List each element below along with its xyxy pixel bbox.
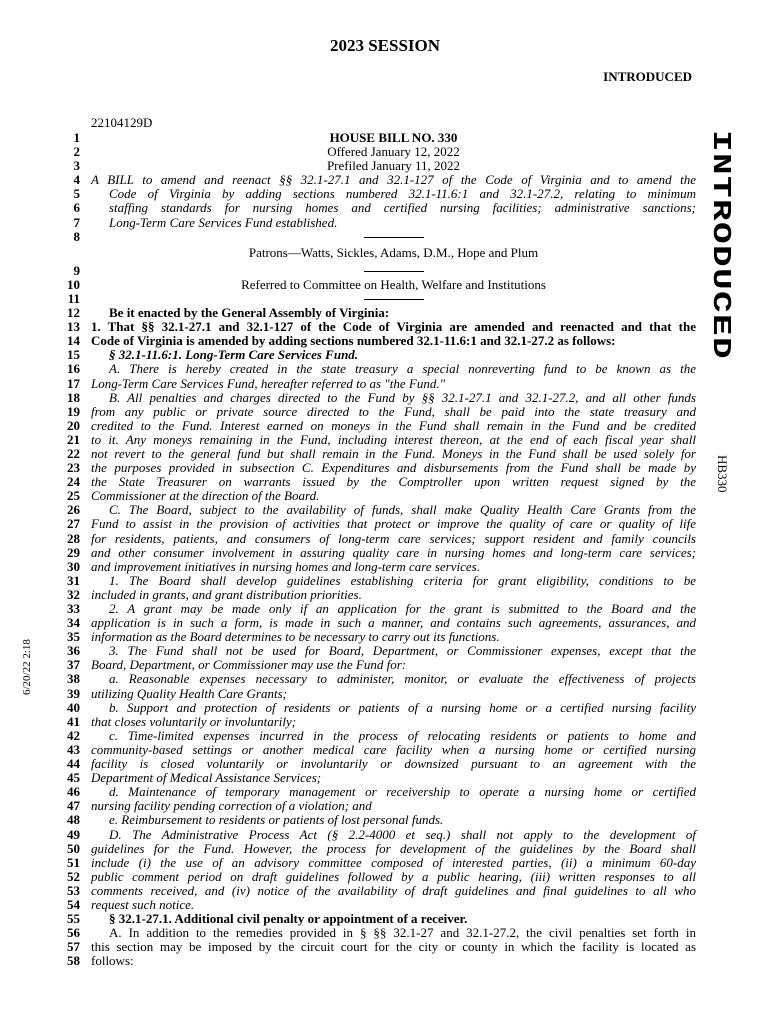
- line-number: 6: [73, 200, 80, 216]
- line-number: 51: [67, 854, 80, 870]
- line-58: [56, 954, 696, 968]
- line-56: [56, 926, 696, 940]
- line-number: 29: [67, 544, 80, 560]
- body-line: that closes voluntarily or involuntarily;: [91, 713, 297, 729]
- line-46: [56, 785, 696, 799]
- bill-title: HOUSE BILL NO. 330: [329, 130, 458, 145]
- body-line: this section may be imposed by the circuit court for the city or county in which the facility is located as: [91, 939, 696, 955]
- body-line: Department of Medical Assistance Services;: [91, 770, 322, 786]
- line-number: 14: [67, 333, 80, 349]
- body-line: guidelines for the Fund. However, the process for development of the guidelines by the Board shall: [91, 840, 696, 856]
- body-line: C. The Board, subject to the availability of funds, shall make Quality Health Care Grants from the: [109, 502, 696, 518]
- line-number: 25: [67, 488, 80, 504]
- body-line: utilizing Quality Health Care Grants;: [91, 685, 287, 701]
- body-line: b. Support and protection of residents or patients of a nursing home or a certified nursing facility: [109, 699, 696, 715]
- body-line: request such notice.: [91, 896, 195, 912]
- line-52: [56, 870, 696, 884]
- line-5: [56, 187, 696, 201]
- line-40: [56, 701, 696, 715]
- line-37: [56, 658, 696, 672]
- line-6: [56, 201, 696, 215]
- body-line: a. Reasonable expenses necessary to administer, monitor, or evaluate the effectiveness of projects: [109, 671, 696, 687]
- line-35: [56, 630, 696, 644]
- line-23: [56, 461, 696, 475]
- line-55: [56, 912, 696, 926]
- body-line: Fund to assist in the provision of activities that protect or improve the quality of care or quality of life: [91, 516, 696, 532]
- body-line: D. The Administrative Process Act (§ 2.2-4000 et seq.) shall not apply to the development of: [109, 826, 696, 842]
- line-number: 57: [67, 939, 80, 955]
- line-number: 48: [67, 812, 80, 828]
- body-line: e. Reimbursement to residents or patients of lost personal funds.: [109, 812, 444, 828]
- line-4: [56, 173, 696, 187]
- body-line: 1. That §§ 32.1-27.1 and 32.1-127 of the Code of Virginia are amended and reenacted and that the: [91, 319, 696, 335]
- line-54: [56, 898, 696, 912]
- line-11: [56, 292, 696, 306]
- body-line: not revert to the general fund but shall remain in the Fund. Moneys in the Fund shall be used solely for: [91, 445, 696, 461]
- line-41: [56, 715, 696, 729]
- line-49: [56, 828, 696, 842]
- prefiled-date: Prefiled January 11, 2022: [326, 158, 461, 174]
- line-number: 18: [67, 389, 80, 405]
- line-number: 15: [67, 347, 80, 363]
- line-7: [56, 216, 696, 230]
- line-22: [56, 447, 696, 461]
- body-line: Code of Virginia is amended by adding sections numbered 32.1-11.6:1 and 32.1-27.2 as follows:: [91, 333, 616, 349]
- line-number: 58: [67, 953, 80, 969]
- body-line: Long-Term Care Services Fund, hereafter referred to as "the Fund.": [91, 375, 446, 391]
- line-20: [56, 419, 696, 433]
- line-number: 9: [73, 262, 80, 278]
- line-15: [56, 348, 696, 362]
- line-number: 53: [67, 882, 80, 898]
- line-51: [56, 856, 696, 870]
- line-number: 43: [67, 741, 80, 757]
- line-number: 22: [67, 445, 80, 461]
- line-12: [56, 306, 696, 320]
- body-line: B. All penalties and charges directed to the Fund by §§ 32.1-27.1 and 32.1-27.2, and all other funds: [109, 389, 696, 405]
- offered-date: Offered January 12, 2022: [327, 144, 460, 160]
- introduced-stamp-text: INTRODUCED: [706, 130, 736, 297]
- patrons: Patrons—Watts, Sickles, Adams, D.M., Hope and Plum: [248, 244, 539, 260]
- line-39: [56, 687, 696, 701]
- body-line: Board, Department, or Commissioner may use the Fund for:: [91, 657, 407, 673]
- status-label: INTRODUCED: [603, 69, 692, 84]
- patrons-line: [56, 244, 696, 264]
- line-number: 8: [73, 228, 80, 244]
- bill-id-side-text: HB330: [715, 455, 730, 493]
- introduced-side-stamp: [704, 130, 744, 362]
- line-number: 37: [67, 657, 80, 673]
- line-number: 27: [67, 516, 80, 532]
- line-number: 5: [73, 186, 80, 202]
- line-number: 11: [67, 290, 80, 306]
- line-24: [56, 475, 696, 489]
- enactment-clause: Be it enacted by the General Assembly of Virginia:: [109, 305, 390, 321]
- line-number: 38: [67, 671, 80, 687]
- line-8: [56, 230, 696, 244]
- line-number: 4: [73, 172, 80, 188]
- body-line: include (i) the use of an advisory committee composed of interested parties, (ii) a minimum 60-day: [91, 854, 696, 870]
- line-number: 47: [67, 798, 80, 814]
- line-34: [56, 616, 696, 630]
- line-number: 50: [67, 840, 80, 856]
- line-number: 44: [67, 756, 80, 772]
- body-line: public comment period on draft guidelines followed by a public hearing, (iii) written responses to all: [91, 868, 696, 884]
- body-line: and improvement initiatives in nursing homes and long-term care services.: [91, 558, 480, 574]
- divider: [91, 230, 696, 244]
- line-31: [56, 574, 696, 588]
- line-number: 20: [67, 417, 80, 433]
- line-number: 41: [67, 713, 80, 729]
- line-number: 13: [67, 319, 80, 335]
- line-48: [56, 813, 696, 827]
- line-number: 39: [67, 685, 80, 701]
- body-line: A. There is hereby created in the state treasury a special nonreverting fund to be known as the: [109, 361, 696, 377]
- body-line: 2. A grant may be made only if an application for the grant is submitted to the Board and the: [109, 601, 696, 616]
- body-line: to it. Any moneys remaining in the Fund, including interest thereon, at the end of each fiscal year shall: [91, 431, 696, 447]
- line-33: [56, 602, 696, 616]
- bill-summary: staffing standards for nursing homes and certified nursing facilities; administrative sanctions;: [109, 200, 696, 216]
- line-18: [56, 391, 696, 405]
- line-number: 1: [73, 130, 80, 145]
- line-number: 7: [73, 214, 80, 230]
- line-47: [56, 799, 696, 813]
- body-line: Commissioner at the direction of the Board.: [91, 488, 320, 504]
- line-number: 3: [73, 158, 80, 174]
- body-line: information as the Board determines to be necessary to carry out its functions.: [91, 629, 500, 645]
- line-16: [56, 362, 696, 376]
- line-3: [56, 159, 696, 173]
- line-13: [56, 320, 696, 334]
- line-number: 32: [67, 586, 80, 602]
- line-number: 52: [67, 868, 80, 884]
- line-number: 33: [67, 601, 80, 616]
- body-line: follows:: [91, 953, 134, 969]
- line-9: [56, 264, 696, 278]
- line-number: 56: [67, 925, 80, 941]
- line-27: [56, 517, 696, 531]
- divider: [91, 264, 696, 278]
- line-number: 35: [67, 629, 80, 645]
- line-2: [56, 145, 696, 159]
- bill-id-side-label: [710, 455, 734, 505]
- line-45: [56, 771, 696, 785]
- line-14: [56, 334, 696, 348]
- date-side-text: 6/20/22 2:18: [21, 639, 33, 695]
- line-number: 19: [67, 403, 80, 419]
- line-number: 23: [67, 460, 80, 476]
- body-line: credited to the Fund. Interest earned on moneys in the Fund shall remain in the Fund and be credited: [91, 417, 696, 433]
- line-19: [56, 405, 696, 419]
- body-line: community-based settings or another medical care facility when a nursing home or certified nursing: [91, 741, 696, 757]
- line-number: 55: [67, 911, 80, 927]
- line-42: [56, 729, 696, 743]
- body-line: d. Maintenance of temporary management or receivership to operate a nursing home or certified: [109, 784, 696, 800]
- body-line: A. In addition to the remedies provided in § §§ 32.1-27 and 32.1-27.2, the civil penalties set forth in: [109, 925, 696, 941]
- bill-summary: Code of Virginia by adding sections numbered 32.1-11.6:1 and 32.1-27.2, relating to minimum: [109, 186, 696, 202]
- body-line: facility is closed voluntarily or involuntarily or downsized pursuant to an agreement with the: [91, 756, 696, 772]
- body-line: comments received, and (iv) notice of the availability of draft guidelines and final guidelines to all who: [91, 882, 696, 898]
- body-line: the purposes provided in subsection C. Expenditures and disbursements from the Fund shall be made by: [91, 460, 696, 476]
- line-57: [56, 940, 696, 954]
- session-heading: 2023 SESSION: [329, 36, 441, 55]
- line-number: 46: [67, 784, 80, 800]
- line-number: 54: [67, 896, 80, 912]
- bill-summary: Long-Term Care Services Fund established.: [109, 214, 338, 230]
- line-25: [56, 489, 696, 503]
- line-number: 21: [67, 431, 80, 447]
- line-30: [56, 560, 696, 574]
- body-line: 1. The Board shall develop guidelines establishing criteria for grant eligibility, conditions to be: [109, 572, 696, 588]
- line-43: [56, 743, 696, 757]
- bill-body: [56, 131, 696, 968]
- body-line: 3. The Fund shall not be used for Board, Department, or Commissioner expenses, except that the: [109, 643, 696, 659]
- line-number: 17: [67, 375, 80, 391]
- line-10: [56, 278, 696, 292]
- document-code: 22104129D: [91, 115, 153, 130]
- line-53: [56, 884, 696, 898]
- body-line: and other consumer involvement in assuring quality care in nursing homes and long-term care services;: [91, 544, 696, 560]
- line-50: [56, 842, 696, 856]
- line-32: [56, 588, 696, 602]
- line-number: 45: [67, 770, 80, 786]
- body-line: c. Time-limited expenses incurred in the process of relocating residents or patients to home and: [109, 727, 696, 743]
- body-line: application is in such a form, is made in such a manner, and contains such agreements, assurances, and: [91, 615, 696, 631]
- section-heading: § 32.1-27.1. Additional civil penalty or appointment of a receiver.: [109, 911, 468, 927]
- date-side-label: [10, 623, 40, 695]
- line-number: 24: [67, 474, 80, 490]
- line-number: 30: [67, 558, 80, 574]
- line-number: 2: [73, 144, 80, 160]
- line-44: [56, 757, 696, 771]
- body-line: from any public or private source directed to the Fund, shall be paid into the state treasury and: [91, 403, 696, 419]
- line-21: [56, 433, 696, 447]
- line-26: [56, 503, 696, 517]
- committee-referral: Referred to Committee on Health, Welfare and Institutions: [241, 276, 546, 292]
- line-number: 34: [67, 615, 80, 631]
- line-17: [56, 377, 696, 391]
- body-line: nursing facility pending correction of a violation; and: [91, 798, 372, 814]
- section-heading: § 32.1-11.6:1. Long-Term Care Services Fund.: [109, 347, 359, 363]
- line-number: 49: [67, 826, 80, 842]
- body-line: for residents, patients, and consumers of long-term care services; support resident and family councils: [91, 530, 696, 546]
- line-number: 26: [67, 502, 80, 518]
- line-number: 28: [67, 530, 80, 546]
- line-1: [56, 131, 696, 145]
- line-number: 36: [67, 643, 80, 659]
- body-line: included in grants, and grant distribution priorities.: [91, 586, 362, 602]
- line-38: [56, 672, 696, 686]
- line-number: 12: [67, 305, 80, 321]
- line-number: 42: [67, 727, 80, 743]
- line-number: 31: [67, 572, 80, 588]
- divider: [91, 292, 696, 306]
- line-28: [56, 532, 696, 546]
- line-36: [56, 644, 696, 658]
- bill-summary: A BILL to amend and reenact §§ 32.1-27.1 and 32.1-127 of the Code of Virginia and to amend the: [91, 172, 696, 188]
- line-29: [56, 546, 696, 560]
- line-number: 40: [67, 699, 80, 715]
- line-number: 10: [67, 276, 80, 292]
- body-line: the State Treasurer on warrants issued by the Comptroller upon written request signed by the: [91, 474, 696, 490]
- line-number: 16: [67, 361, 80, 377]
